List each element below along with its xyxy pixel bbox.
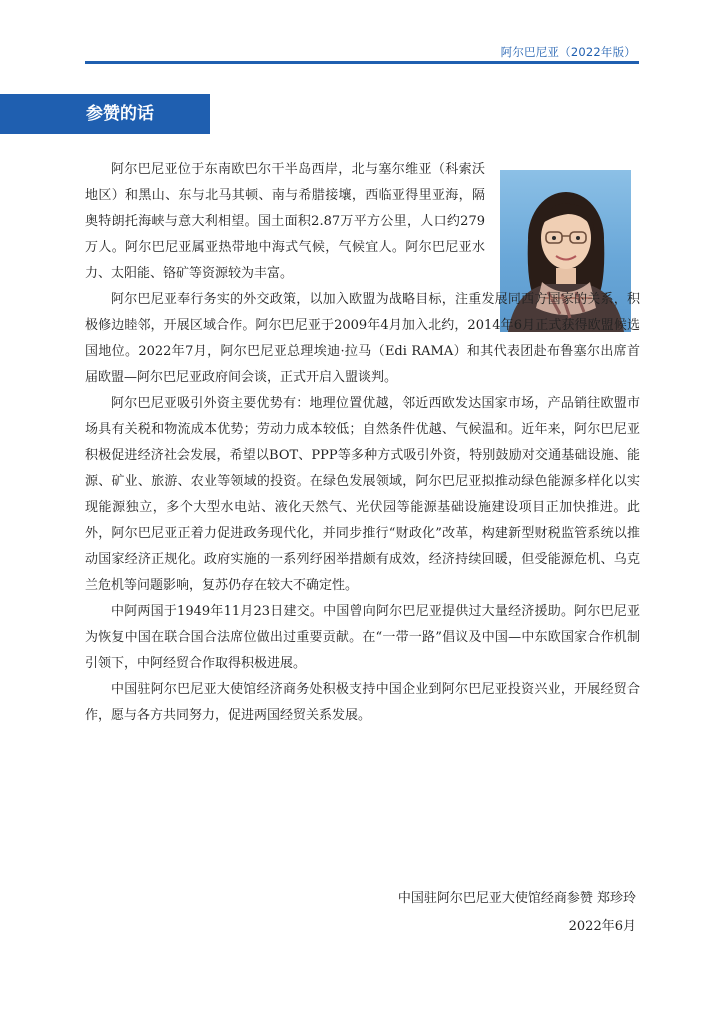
section-title: 参赞的话: [86, 104, 154, 124]
signature-name: 中国驻阿尔巴尼亚大使馆经商参赞 郑珍玲: [397, 891, 636, 906]
running-header-title: 阿尔巴尼亚（2022年版）: [500, 45, 636, 59]
header-rule: [85, 61, 639, 64]
signature-date: 2022年6月: [568, 919, 636, 934]
main-text-body: [85, 157, 640, 729]
paragraph-geography: 阿尔巴尼亚位于东南欧巴尔干半岛西岸，北与塞尔维亚（科索沃地区）和黑山、东与北马其顿、南与希腊接壤，西临亚得里亚海，隔奥特朗托海峡与意大利相望。国土面积2.87万平方公里，人口约279万人。阿尔巴尼亚属亚热带地中海式气候，气候宜人。阿尔巴尼亚水力、太阳能、铬矿等资源较为丰富。: [85, 162, 485, 281]
paragraph-embassy-support: 中国驻阿尔巴尼亚大使馆经济商务处积极支持中国企业到阿尔巴尼亚投资兴业，开展经贸合作，愿与各方共同努力，促进两国经贸关系发展。: [85, 682, 640, 723]
section-title-banner: [0, 94, 210, 134]
paragraph-bilateral-relations: 中阿两国于1949年11月23日建交。中国曾向阿尔巴尼亚提供过大量经济援助。阿尔巴尼亚为恢复中国在联合国合法席位做出过重要贡献。在“一带一路”倡议及中国—中东欧国家合作机制引领下，中阿经贸合作取得积极进展。: [85, 604, 640, 671]
paragraph-foreign-policy: 阿尔巴尼亚奉行务实的外交政策，以加入欧盟为战略目标，注重发展同西方国家的关系，积极修边睦邻，开展区域合作。阿尔巴尼亚于2009年4月加入北约，2014年6月正式获得欧盟候选国地位。2022年7月，阿尔巴尼亚总理埃迪·拉马（Edi RAMA）和其代表团赴布鲁塞尔出席首届欧盟—阿尔巴尼亚政府间会谈，正式开启入盟谈判。: [85, 292, 640, 385]
paragraph-investment: 阿尔巴尼亚吸引外资主要优势有：地理位置优越，邻近西欧发达国家市场，产品销往欧盟市场具有关税和物流成本优势；劳动力成本较低；自然条件优越、气候温和。近年来，阿尔巴尼亚积极促进经济社会发展，希望以BOT、PPP等多种方式吸引外资，特别鼓励对交通基础设施、能源、矿业、旅游、农业等领域的投资。在绿色发展领域，阿尔巴尼亚拟推动绿色能源多样化以实现能源独立，多个大型水电站、液化天然气、光伏园等能源基础设施建设项目正加快推进。此外，阿尔巴尼亚正着力促进政务现代化，并同步推行“财政化”改革，构建新型财税监管系统以推动国家经济正规化。政府实施的一系列纾困举措颇有成效，经济持续回暖，但受能源危机、乌克兰危机等问题影响，复苏仍存在较大不确定性。: [85, 396, 640, 593]
